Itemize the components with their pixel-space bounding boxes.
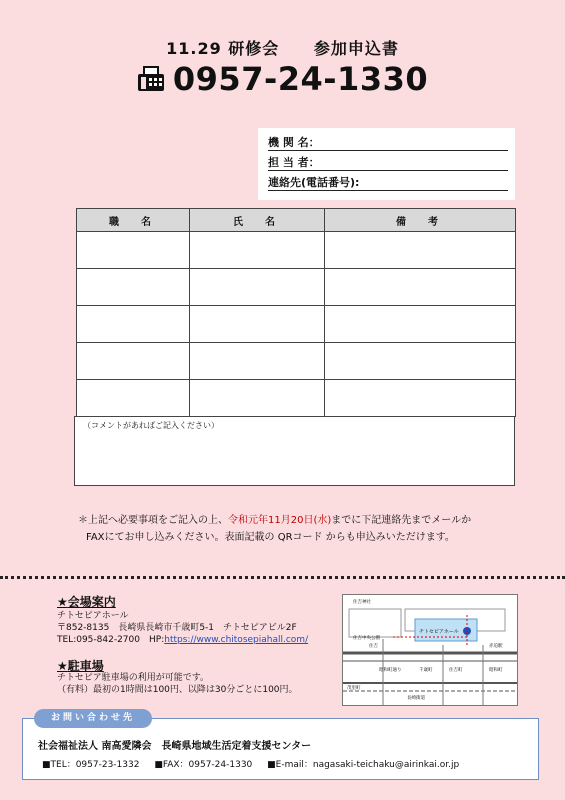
- col-header-remarks: 備 考: [325, 209, 516, 232]
- contact-tel: ■TEL：0957-23-1332: [42, 760, 140, 770]
- fax-number-heading: [0, 60, 565, 100]
- remarks-cell[interactable]: [325, 269, 516, 306]
- name-cell[interactable]: [190, 269, 325, 306]
- table-row: [77, 269, 516, 306]
- col-header-position: 職 名: [77, 209, 190, 232]
- table-row: [77, 380, 516, 417]
- position-cell[interactable]: [77, 232, 190, 269]
- contact-fax: ■FAX：0957-24-1330: [154, 760, 253, 770]
- submission-note: [78, 512, 538, 546]
- contact-phone-label: 連絡先(電話番号):: [268, 176, 360, 189]
- contact-lines: [42, 757, 471, 770]
- parking-heading-text: 駐車場: [67, 659, 104, 673]
- note-text: までに下記連絡先までメールか: [331, 515, 472, 526]
- venue-tel: TEL:095-842-2700: [57, 635, 140, 645]
- comment-placeholder: （コメントがあればご記入ください）: [83, 421, 219, 430]
- position-cell[interactable]: [77, 306, 190, 343]
- table-header-row: [77, 209, 516, 232]
- venue-heading-text: 会場案内: [67, 595, 116, 609]
- name-cell[interactable]: [190, 343, 325, 380]
- contact-organization: 社会福祉法人 南高愛隣会 長崎県地域生活定着支援センター: [38, 741, 312, 752]
- comment-box[interactable]: [74, 416, 515, 486]
- map-label: 千歳町: [419, 668, 433, 673]
- hp-label: HP:: [149, 635, 165, 645]
- map-label: 住吉: [369, 644, 378, 649]
- note-line-1: [78, 512, 538, 529]
- contact-phone-field[interactable]: [268, 174, 508, 191]
- parking-line-2: （有料）最初の1時間は100円、以降は30分ごとに100円。: [57, 685, 298, 695]
- table-row: [77, 343, 516, 380]
- parking-line-1: チトセピア駐車場の利用が可能です。: [57, 673, 210, 683]
- col-header-name: 氏 名: [190, 209, 325, 232]
- map-label: 昭和町通り: [379, 668, 402, 673]
- position-cell[interactable]: [77, 269, 190, 306]
- venue-address: 〒852-8135 長崎県長崎市千歳町5-1 チトセピアビル2F: [57, 623, 297, 633]
- remarks-cell[interactable]: [325, 306, 516, 343]
- position-cell[interactable]: [77, 343, 190, 380]
- form-title-text: 参加申込書: [313, 39, 399, 58]
- venue-contact: [57, 634, 308, 646]
- deadline-text: 令和元年11月20日(水): [228, 515, 332, 526]
- fax-number: 0957-24-1330: [172, 60, 429, 98]
- remarks-cell[interactable]: [325, 380, 516, 417]
- note-line-2: FAXにてお申し込みください。表面記載の QRコード からも申込みいただけます。: [86, 532, 455, 543]
- form-title: [0, 36, 565, 59]
- venue-website-link[interactable]: https://www.chitosepiahall.com/: [164, 635, 309, 645]
- name-cell[interactable]: [190, 306, 325, 343]
- map-label: チトセピアホール: [419, 629, 459, 635]
- contact-email[interactable]: ■E-mail：nagasaki-teichaku@airinkai.or.jp: [267, 760, 460, 770]
- cut-line-divider: [0, 576, 565, 579]
- parking-heading: ★駐車場: [57, 659, 104, 673]
- participant-table: [76, 208, 516, 417]
- map-label: 住吉中央公園: [353, 636, 380, 641]
- position-cell[interactable]: [77, 380, 190, 417]
- parking-details: [57, 672, 298, 696]
- venue-details: [57, 610, 308, 646]
- venue-name: チトセピアホール: [57, 611, 129, 621]
- person-in-charge-label: 担 当 者：: [268, 156, 320, 169]
- name-cell[interactable]: [190, 232, 325, 269]
- table-row: [77, 306, 516, 343]
- map-label: 長崎街道: [407, 696, 425, 701]
- event-title: 11.29 研修会: [166, 39, 280, 58]
- map-label: 赤迫駅: [489, 644, 503, 649]
- person-in-charge-field[interactable]: [268, 154, 508, 171]
- venue-map: [342, 594, 518, 706]
- fax-icon: [137, 62, 165, 100]
- contact-tab-label: お問い合わせ先: [34, 709, 152, 728]
- applicant-info-box: [258, 128, 515, 200]
- venue-heading: ★会場案内: [57, 595, 116, 609]
- map-label: 住吉町: [449, 668, 463, 673]
- map-label: 茂里町: [347, 686, 361, 691]
- org-name-field[interactable]: [268, 134, 508, 151]
- map-label: 住吉神社: [353, 600, 371, 605]
- org-name-label: 機 関 名：: [268, 136, 320, 149]
- remarks-cell[interactable]: [325, 232, 516, 269]
- note-text: ＊上記へ必要事項をご記入の上、: [78, 515, 228, 526]
- map-label: 昭和町: [489, 668, 503, 673]
- table-row: [77, 232, 516, 269]
- name-cell[interactable]: [190, 380, 325, 417]
- remarks-cell[interactable]: [325, 343, 516, 380]
